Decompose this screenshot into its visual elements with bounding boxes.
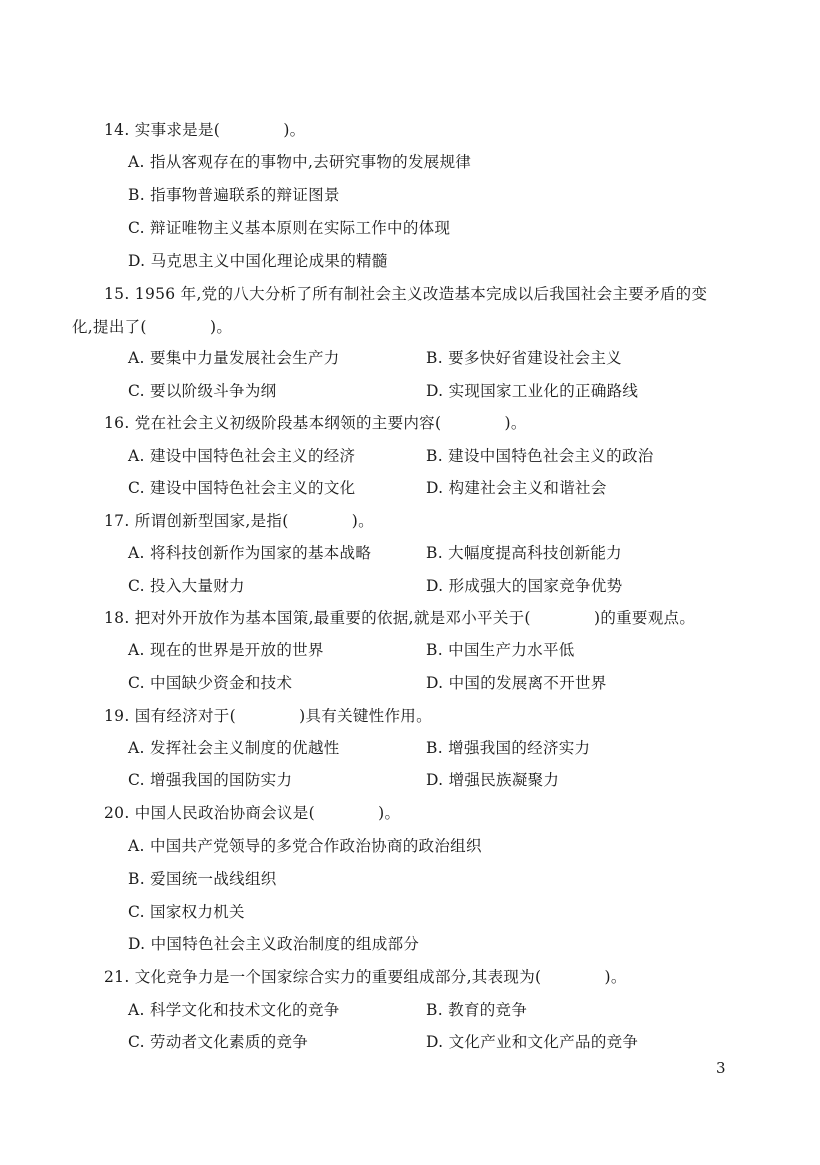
question-16-stem: 16. 党在社会主义初级阶段基本纲领的主要内容( )。: [104, 414, 527, 432]
question-17-option-c: C. 投入大量财力: [128, 577, 245, 595]
question-21-option-b: B. 教育的竞争: [426, 1001, 528, 1019]
question-15-option-d: D. 实现国家工业化的正确路线: [426, 382, 639, 400]
question-15-option-c: C. 要以阶级斗争为纲: [128, 382, 277, 400]
question-19-stem: 19. 国有经济对于( )具有关键性作用。: [104, 707, 432, 725]
question-20-option-a: A. 中国共产党领导的多党合作政治协商的政治组织: [128, 837, 482, 855]
question-20-stem: 20. 中国人民政治协商会议是( )。: [104, 804, 401, 822]
question-18-option-b: B. 中国生产力水平低: [426, 641, 575, 659]
question-15-stem: 15. 1956 年,党的八大分析了所有制社会主义改造基本完成以后我国社会主要矛盾的变: [104, 285, 708, 303]
question-18-option-d: D. 中国的发展离不开世界: [426, 674, 607, 692]
question-16-option-a: A. 建设中国特色社会主义的经济: [128, 447, 356, 465]
question-17-option-d: D. 形成强大的国家竞争优势: [426, 577, 623, 595]
question-14-option-a: A. 指从客观存在的事物中,去研究事物的发展规律: [128, 153, 472, 171]
question-16-option-b: B. 建设中国特色社会主义的政治: [426, 447, 654, 465]
question-19-option-a: A. 发挥社会主义制度的优越性: [128, 739, 340, 757]
question-19-option-d: D. 增强民族凝聚力: [426, 771, 560, 789]
question-14-option-b: B. 指事物普遍联系的辩证图景: [128, 186, 340, 204]
question-17-option-a: A. 将科技创新作为国家的基本战略: [128, 544, 372, 562]
question-14-stem: 14. 实事求是是( )。: [104, 121, 306, 139]
question-20-option-c: C. 国家权力机关: [128, 903, 245, 921]
question-20-option-b: B. 爱国统一战线组织: [128, 870, 277, 888]
question-15-option-b: B. 要多快好省建设社会主义: [426, 349, 622, 367]
question-18-option-c: C. 中国缺少资金和技术: [128, 674, 293, 692]
question-19-option-c: C. 增强我国的国防实力: [128, 771, 293, 789]
question-14-option-c: C. 辩证唯物主义基本原则在实际工作中的体现: [128, 219, 451, 237]
question-18-stem: 18. 把对外开放作为基本国策,最重要的依据,就是邓小平关于( )的重要观点。: [104, 609, 696, 627]
question-21-option-d: D. 文化产业和文化产品的竞争: [426, 1033, 639, 1051]
question-21-stem: 21. 文化竞争力是一个国家综合实力的重要组成部分,其表现为( )。: [104, 968, 627, 986]
question-18-option-a: A. 现在的世界是开放的世界: [128, 641, 324, 659]
question-19-option-b: B. 增强我国的经济实力: [426, 739, 591, 757]
question-14-option-d: D. 马克思主义中国化理论成果的精髓: [128, 252, 388, 270]
question-15-stem-continued: 化,提出了( )。: [72, 318, 233, 336]
question-17-stem: 17. 所谓创新型国家,是指( )。: [104, 512, 374, 530]
question-21-option-a: A. 科学文化和技术文化的竞争: [128, 1001, 340, 1019]
question-17-option-b: B. 大幅度提高科技创新能力: [426, 544, 622, 562]
question-20-option-d: D. 中国特色社会主义政治制度的组成部分: [128, 935, 420, 953]
question-16-option-c: C. 建设中国特色社会主义的文化: [128, 479, 356, 497]
question-15-option-a: A. 要集中力量发展社会生产力: [128, 349, 340, 367]
question-21-option-c: C. 劳动者文化素质的竞争: [128, 1033, 309, 1051]
question-16-option-d: D. 构建社会主义和谐社会: [426, 479, 607, 497]
page-number: 3: [716, 1059, 726, 1077]
